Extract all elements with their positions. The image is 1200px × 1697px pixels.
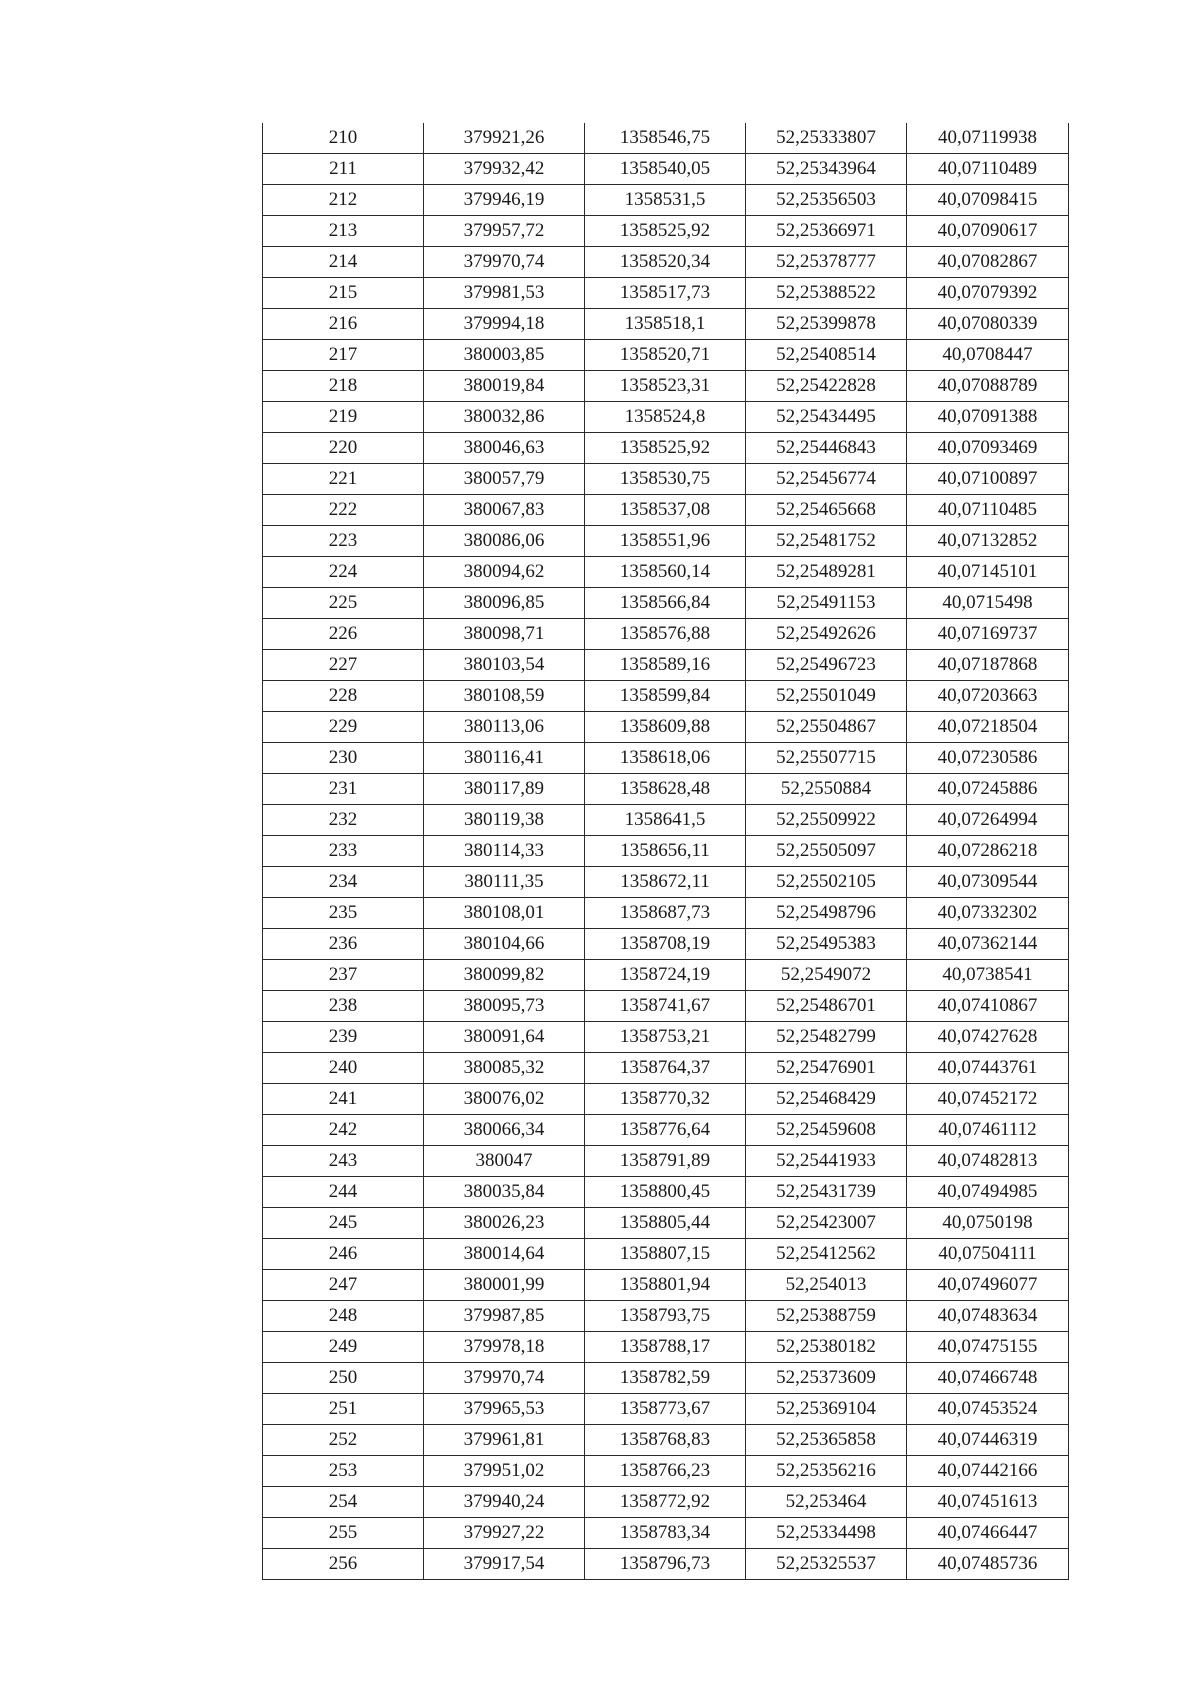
x-coordinate-cell: 380098,71 bbox=[424, 619, 585, 650]
table-row bbox=[263, 681, 1069, 712]
point-number-cell: 243 bbox=[263, 1146, 424, 1177]
table-row bbox=[263, 867, 1069, 898]
y-coordinate-cell: 1358807,15 bbox=[585, 1239, 746, 1270]
longitude-cell: 40,07362144 bbox=[907, 929, 1069, 960]
longitude-cell: 40,07466447 bbox=[907, 1518, 1069, 1549]
x-coordinate-cell: 379957,72 bbox=[424, 216, 585, 247]
point-number-cell: 252 bbox=[263, 1425, 424, 1456]
longitude-cell: 40,07080339 bbox=[907, 309, 1069, 340]
coordinates-table bbox=[262, 123, 1069, 1580]
longitude-cell: 40,07286218 bbox=[907, 836, 1069, 867]
longitude-cell: 40,07453524 bbox=[907, 1394, 1069, 1425]
table-row bbox=[263, 123, 1069, 154]
y-coordinate-cell: 1358525,92 bbox=[585, 216, 746, 247]
longitude-cell: 40,07218504 bbox=[907, 712, 1069, 743]
y-coordinate-cell: 1358783,34 bbox=[585, 1518, 746, 1549]
longitude-cell: 40,07090617 bbox=[907, 216, 1069, 247]
point-number-cell: 210 bbox=[263, 123, 424, 154]
point-number-cell: 223 bbox=[263, 526, 424, 557]
point-number-cell: 218 bbox=[263, 371, 424, 402]
point-number-cell: 240 bbox=[263, 1053, 424, 1084]
longitude-cell: 40,07088789 bbox=[907, 371, 1069, 402]
table-row bbox=[263, 278, 1069, 309]
latitude-cell: 52,25388759 bbox=[746, 1301, 907, 1332]
latitude-cell: 52,25365858 bbox=[746, 1425, 907, 1456]
point-number-cell: 220 bbox=[263, 433, 424, 464]
point-number-cell: 241 bbox=[263, 1084, 424, 1115]
y-coordinate-cell: 1358776,64 bbox=[585, 1115, 746, 1146]
y-coordinate-cell: 1358708,19 bbox=[585, 929, 746, 960]
longitude-cell: 40,07132852 bbox=[907, 526, 1069, 557]
table-row bbox=[263, 1456, 1069, 1487]
longitude-cell: 40,07442166 bbox=[907, 1456, 1069, 1487]
table-row bbox=[263, 991, 1069, 1022]
y-coordinate-cell: 1358523,31 bbox=[585, 371, 746, 402]
point-number-cell: 219 bbox=[263, 402, 424, 433]
longitude-cell: 40,07452172 bbox=[907, 1084, 1069, 1115]
longitude-cell: 40,0750198 bbox=[907, 1208, 1069, 1239]
latitude-cell: 52,25504867 bbox=[746, 712, 907, 743]
longitude-cell: 40,07119938 bbox=[907, 123, 1069, 154]
table-row bbox=[263, 1022, 1069, 1053]
latitude-cell: 52,25333807 bbox=[746, 123, 907, 154]
point-number-cell: 234 bbox=[263, 867, 424, 898]
y-coordinate-cell: 1358724,19 bbox=[585, 960, 746, 991]
x-coordinate-cell: 380066,34 bbox=[424, 1115, 585, 1146]
table-row bbox=[263, 1549, 1069, 1580]
table-row bbox=[263, 247, 1069, 278]
point-number-cell: 211 bbox=[263, 154, 424, 185]
y-coordinate-cell: 1358560,14 bbox=[585, 557, 746, 588]
longitude-cell: 40,07169737 bbox=[907, 619, 1069, 650]
y-coordinate-cell: 1358566,84 bbox=[585, 588, 746, 619]
table-row bbox=[263, 526, 1069, 557]
y-coordinate-cell: 1358768,83 bbox=[585, 1425, 746, 1456]
y-coordinate-cell: 1358546,75 bbox=[585, 123, 746, 154]
x-coordinate-cell: 379932,42 bbox=[424, 154, 585, 185]
point-number-cell: 255 bbox=[263, 1518, 424, 1549]
longitude-cell: 40,0715498 bbox=[907, 588, 1069, 619]
x-coordinate-cell: 380085,32 bbox=[424, 1053, 585, 1084]
y-coordinate-cell: 1358764,37 bbox=[585, 1053, 746, 1084]
x-coordinate-cell: 380001,99 bbox=[424, 1270, 585, 1301]
latitude-cell: 52,25325537 bbox=[746, 1549, 907, 1580]
y-coordinate-cell: 1358801,94 bbox=[585, 1270, 746, 1301]
x-coordinate-cell: 380096,85 bbox=[424, 588, 585, 619]
latitude-cell: 52,25380182 bbox=[746, 1332, 907, 1363]
latitude-cell: 52,25476901 bbox=[746, 1053, 907, 1084]
y-coordinate-cell: 1358772,92 bbox=[585, 1487, 746, 1518]
latitude-cell: 52,25366971 bbox=[746, 216, 907, 247]
longitude-cell: 40,07145101 bbox=[907, 557, 1069, 588]
coordinates-table-body bbox=[263, 123, 1069, 1580]
longitude-cell: 40,0708447 bbox=[907, 340, 1069, 371]
latitude-cell: 52,25399878 bbox=[746, 309, 907, 340]
point-number-cell: 242 bbox=[263, 1115, 424, 1146]
point-number-cell: 215 bbox=[263, 278, 424, 309]
table-row bbox=[263, 1208, 1069, 1239]
latitude-cell: 52,254013 bbox=[746, 1270, 907, 1301]
latitude-cell: 52,25369104 bbox=[746, 1394, 907, 1425]
table-row bbox=[263, 619, 1069, 650]
table-row bbox=[263, 1053, 1069, 1084]
latitude-cell: 52,25431739 bbox=[746, 1177, 907, 1208]
longitude-cell: 40,07410867 bbox=[907, 991, 1069, 1022]
table-row bbox=[263, 774, 1069, 805]
latitude-cell: 52,25434495 bbox=[746, 402, 907, 433]
x-coordinate-cell: 379927,22 bbox=[424, 1518, 585, 1549]
point-number-cell: 214 bbox=[263, 247, 424, 278]
longitude-cell: 40,07427628 bbox=[907, 1022, 1069, 1053]
longitude-cell: 40,07332302 bbox=[907, 898, 1069, 929]
y-coordinate-cell: 1358517,73 bbox=[585, 278, 746, 309]
x-coordinate-cell: 379978,18 bbox=[424, 1332, 585, 1363]
y-coordinate-cell: 1358524,8 bbox=[585, 402, 746, 433]
table-row bbox=[263, 588, 1069, 619]
latitude-cell: 52,25459608 bbox=[746, 1115, 907, 1146]
latitude-cell: 52,25465668 bbox=[746, 495, 907, 526]
longitude-cell: 40,07098415 bbox=[907, 185, 1069, 216]
y-coordinate-cell: 1358791,89 bbox=[585, 1146, 746, 1177]
point-number-cell: 229 bbox=[263, 712, 424, 743]
y-coordinate-cell: 1358796,73 bbox=[585, 1549, 746, 1580]
table-row bbox=[263, 340, 1069, 371]
x-coordinate-cell: 380003,85 bbox=[424, 340, 585, 371]
x-coordinate-cell: 380091,64 bbox=[424, 1022, 585, 1053]
latitude-cell: 52,25481752 bbox=[746, 526, 907, 557]
point-number-cell: 251 bbox=[263, 1394, 424, 1425]
point-number-cell: 254 bbox=[263, 1487, 424, 1518]
y-coordinate-cell: 1358782,59 bbox=[585, 1363, 746, 1394]
latitude-cell: 52,25495383 bbox=[746, 929, 907, 960]
table-row bbox=[263, 433, 1069, 464]
point-number-cell: 249 bbox=[263, 1332, 424, 1363]
point-number-cell: 231 bbox=[263, 774, 424, 805]
point-number-cell: 244 bbox=[263, 1177, 424, 1208]
latitude-cell: 52,25356503 bbox=[746, 185, 907, 216]
longitude-cell: 40,07504111 bbox=[907, 1239, 1069, 1270]
y-coordinate-cell: 1358599,84 bbox=[585, 681, 746, 712]
longitude-cell: 40,07203663 bbox=[907, 681, 1069, 712]
table-row bbox=[263, 1363, 1069, 1394]
table-row bbox=[263, 712, 1069, 743]
point-number-cell: 228 bbox=[263, 681, 424, 712]
x-coordinate-cell: 379946,19 bbox=[424, 185, 585, 216]
x-coordinate-cell: 380095,73 bbox=[424, 991, 585, 1022]
x-coordinate-cell: 380019,84 bbox=[424, 371, 585, 402]
point-number-cell: 216 bbox=[263, 309, 424, 340]
point-number-cell: 235 bbox=[263, 898, 424, 929]
table-row bbox=[263, 1177, 1069, 1208]
latitude-cell: 52,25509922 bbox=[746, 805, 907, 836]
point-number-cell: 250 bbox=[263, 1363, 424, 1394]
x-coordinate-cell: 380104,66 bbox=[424, 929, 585, 960]
latitude-cell: 52,25505097 bbox=[746, 836, 907, 867]
y-coordinate-cell: 1358531,5 bbox=[585, 185, 746, 216]
table-row bbox=[263, 650, 1069, 681]
y-coordinate-cell: 1358770,32 bbox=[585, 1084, 746, 1115]
x-coordinate-cell: 380032,86 bbox=[424, 402, 585, 433]
latitude-cell: 52,25456774 bbox=[746, 464, 907, 495]
y-coordinate-cell: 1358805,44 bbox=[585, 1208, 746, 1239]
x-coordinate-cell: 380046,63 bbox=[424, 433, 585, 464]
longitude-cell: 40,07187868 bbox=[907, 650, 1069, 681]
longitude-cell: 40,07475155 bbox=[907, 1332, 1069, 1363]
latitude-cell: 52,25334498 bbox=[746, 1518, 907, 1549]
x-coordinate-cell: 379965,53 bbox=[424, 1394, 585, 1425]
table-row bbox=[263, 960, 1069, 991]
x-coordinate-cell: 379917,54 bbox=[424, 1549, 585, 1580]
table-row bbox=[263, 309, 1069, 340]
point-number-cell: 230 bbox=[263, 743, 424, 774]
x-coordinate-cell: 380103,54 bbox=[424, 650, 585, 681]
table-row bbox=[263, 402, 1069, 433]
x-coordinate-cell: 380014,64 bbox=[424, 1239, 585, 1270]
latitude-cell: 52,25492626 bbox=[746, 619, 907, 650]
point-number-cell: 222 bbox=[263, 495, 424, 526]
longitude-cell: 40,07110489 bbox=[907, 154, 1069, 185]
point-number-cell: 232 bbox=[263, 805, 424, 836]
x-coordinate-cell: 380113,06 bbox=[424, 712, 585, 743]
latitude-cell: 52,25423007 bbox=[746, 1208, 907, 1239]
x-coordinate-cell: 380119,38 bbox=[424, 805, 585, 836]
point-number-cell: 212 bbox=[263, 185, 424, 216]
table-row bbox=[263, 154, 1069, 185]
y-coordinate-cell: 1358793,75 bbox=[585, 1301, 746, 1332]
y-coordinate-cell: 1358537,08 bbox=[585, 495, 746, 526]
longitude-cell: 40,07309544 bbox=[907, 867, 1069, 898]
longitude-cell: 40,07482813 bbox=[907, 1146, 1069, 1177]
point-number-cell: 239 bbox=[263, 1022, 424, 1053]
y-coordinate-cell: 1358656,11 bbox=[585, 836, 746, 867]
table-row bbox=[263, 216, 1069, 247]
latitude-cell: 52,25486701 bbox=[746, 991, 907, 1022]
latitude-cell: 52,25378777 bbox=[746, 247, 907, 278]
longitude-cell: 40,0738541 bbox=[907, 960, 1069, 991]
point-number-cell: 247 bbox=[263, 1270, 424, 1301]
latitude-cell: 52,25502105 bbox=[746, 867, 907, 898]
table-row bbox=[263, 371, 1069, 402]
point-number-cell: 245 bbox=[263, 1208, 424, 1239]
y-coordinate-cell: 1358520,34 bbox=[585, 247, 746, 278]
table-row bbox=[263, 1146, 1069, 1177]
table-row bbox=[263, 805, 1069, 836]
y-coordinate-cell: 1358551,96 bbox=[585, 526, 746, 557]
longitude-cell: 40,07494985 bbox=[907, 1177, 1069, 1208]
latitude-cell: 52,25412562 bbox=[746, 1239, 907, 1270]
y-coordinate-cell: 1358641,5 bbox=[585, 805, 746, 836]
latitude-cell: 52,25468429 bbox=[746, 1084, 907, 1115]
latitude-cell: 52,25422828 bbox=[746, 371, 907, 402]
y-coordinate-cell: 1358687,73 bbox=[585, 898, 746, 929]
x-coordinate-cell: 380035,84 bbox=[424, 1177, 585, 1208]
x-coordinate-cell: 379994,18 bbox=[424, 309, 585, 340]
table-row bbox=[263, 743, 1069, 774]
longitude-cell: 40,07461112 bbox=[907, 1115, 1069, 1146]
latitude-cell: 52,25446843 bbox=[746, 433, 907, 464]
y-coordinate-cell: 1358609,88 bbox=[585, 712, 746, 743]
x-coordinate-cell: 380099,82 bbox=[424, 960, 585, 991]
y-coordinate-cell: 1358800,45 bbox=[585, 1177, 746, 1208]
table-row bbox=[263, 1394, 1069, 1425]
point-number-cell: 227 bbox=[263, 650, 424, 681]
point-number-cell: 238 bbox=[263, 991, 424, 1022]
x-coordinate-cell: 379970,74 bbox=[424, 1363, 585, 1394]
point-number-cell: 225 bbox=[263, 588, 424, 619]
table-row bbox=[263, 1332, 1069, 1363]
latitude-cell: 52,253464 bbox=[746, 1487, 907, 1518]
longitude-cell: 40,07100897 bbox=[907, 464, 1069, 495]
point-number-cell: 213 bbox=[263, 216, 424, 247]
table-row bbox=[263, 1425, 1069, 1456]
point-number-cell: 236 bbox=[263, 929, 424, 960]
y-coordinate-cell: 1358525,92 bbox=[585, 433, 746, 464]
y-coordinate-cell: 1358518,1 bbox=[585, 309, 746, 340]
longitude-cell: 40,07079392 bbox=[907, 278, 1069, 309]
longitude-cell: 40,07245886 bbox=[907, 774, 1069, 805]
table-row bbox=[263, 1270, 1069, 1301]
longitude-cell: 40,07110485 bbox=[907, 495, 1069, 526]
x-coordinate-cell: 379940,24 bbox=[424, 1487, 585, 1518]
x-coordinate-cell: 380116,41 bbox=[424, 743, 585, 774]
latitude-cell: 52,25491153 bbox=[746, 588, 907, 619]
x-coordinate-cell: 380117,89 bbox=[424, 774, 585, 805]
point-number-cell: 224 bbox=[263, 557, 424, 588]
x-coordinate-cell: 380086,06 bbox=[424, 526, 585, 557]
latitude-cell: 52,25408514 bbox=[746, 340, 907, 371]
latitude-cell: 52,25356216 bbox=[746, 1456, 907, 1487]
longitude-cell: 40,07091388 bbox=[907, 402, 1069, 433]
table-row bbox=[263, 898, 1069, 929]
longitude-cell: 40,07496077 bbox=[907, 1270, 1069, 1301]
table-row bbox=[263, 836, 1069, 867]
point-number-cell: 217 bbox=[263, 340, 424, 371]
x-coordinate-cell: 379961,81 bbox=[424, 1425, 585, 1456]
x-coordinate-cell: 380108,59 bbox=[424, 681, 585, 712]
table-row bbox=[263, 1115, 1069, 1146]
y-coordinate-cell: 1358788,17 bbox=[585, 1332, 746, 1363]
point-number-cell: 237 bbox=[263, 960, 424, 991]
table-row bbox=[263, 185, 1069, 216]
x-coordinate-cell: 380094,62 bbox=[424, 557, 585, 588]
y-coordinate-cell: 1358530,75 bbox=[585, 464, 746, 495]
y-coordinate-cell: 1358672,11 bbox=[585, 867, 746, 898]
longitude-cell: 40,07466748 bbox=[907, 1363, 1069, 1394]
table-row bbox=[263, 1487, 1069, 1518]
latitude-cell: 52,25489281 bbox=[746, 557, 907, 588]
longitude-cell: 40,07446319 bbox=[907, 1425, 1069, 1456]
x-coordinate-cell: 380108,01 bbox=[424, 898, 585, 929]
y-coordinate-cell: 1358540,05 bbox=[585, 154, 746, 185]
point-number-cell: 253 bbox=[263, 1456, 424, 1487]
x-coordinate-cell: 380114,33 bbox=[424, 836, 585, 867]
latitude-cell: 52,2550884 bbox=[746, 774, 907, 805]
y-coordinate-cell: 1358753,21 bbox=[585, 1022, 746, 1053]
y-coordinate-cell: 1358576,88 bbox=[585, 619, 746, 650]
latitude-cell: 52,25482799 bbox=[746, 1022, 907, 1053]
y-coordinate-cell: 1358628,48 bbox=[585, 774, 746, 805]
table-row bbox=[263, 929, 1069, 960]
x-coordinate-cell: 380067,83 bbox=[424, 495, 585, 526]
table-row bbox=[263, 1084, 1069, 1115]
table-row bbox=[263, 1239, 1069, 1270]
longitude-cell: 40,07483634 bbox=[907, 1301, 1069, 1332]
point-number-cell: 256 bbox=[263, 1549, 424, 1580]
longitude-cell: 40,07082867 bbox=[907, 247, 1069, 278]
y-coordinate-cell: 1358766,23 bbox=[585, 1456, 746, 1487]
y-coordinate-cell: 1358589,16 bbox=[585, 650, 746, 681]
table-row bbox=[263, 464, 1069, 495]
longitude-cell: 40,07451613 bbox=[907, 1487, 1069, 1518]
longitude-cell: 40,07264994 bbox=[907, 805, 1069, 836]
latitude-cell: 52,25507715 bbox=[746, 743, 907, 774]
y-coordinate-cell: 1358741,67 bbox=[585, 991, 746, 1022]
latitude-cell: 52,25498796 bbox=[746, 898, 907, 929]
table-row bbox=[263, 495, 1069, 526]
x-coordinate-cell: 380047 bbox=[424, 1146, 585, 1177]
table-row bbox=[263, 1301, 1069, 1332]
longitude-cell: 40,07443761 bbox=[907, 1053, 1069, 1084]
longitude-cell: 40,07485736 bbox=[907, 1549, 1069, 1580]
y-coordinate-cell: 1358520,71 bbox=[585, 340, 746, 371]
y-coordinate-cell: 1358773,67 bbox=[585, 1394, 746, 1425]
x-coordinate-cell: 380111,35 bbox=[424, 867, 585, 898]
latitude-cell: 52,25373609 bbox=[746, 1363, 907, 1394]
latitude-cell: 52,25388522 bbox=[746, 278, 907, 309]
x-coordinate-cell: 379921,26 bbox=[424, 123, 585, 154]
point-number-cell: 248 bbox=[263, 1301, 424, 1332]
table-row bbox=[263, 557, 1069, 588]
point-number-cell: 226 bbox=[263, 619, 424, 650]
table-row bbox=[263, 1518, 1069, 1549]
latitude-cell: 52,2549072 bbox=[746, 960, 907, 991]
latitude-cell: 52,25496723 bbox=[746, 650, 907, 681]
latitude-cell: 52,25441933 bbox=[746, 1146, 907, 1177]
x-coordinate-cell: 380026,23 bbox=[424, 1208, 585, 1239]
x-coordinate-cell: 379951,02 bbox=[424, 1456, 585, 1487]
x-coordinate-cell: 380057,79 bbox=[424, 464, 585, 495]
longitude-cell: 40,07093469 bbox=[907, 433, 1069, 464]
longitude-cell: 40,07230586 bbox=[907, 743, 1069, 774]
point-number-cell: 221 bbox=[263, 464, 424, 495]
point-number-cell: 233 bbox=[263, 836, 424, 867]
x-coordinate-cell: 379987,85 bbox=[424, 1301, 585, 1332]
latitude-cell: 52,25343964 bbox=[746, 154, 907, 185]
latitude-cell: 52,25501049 bbox=[746, 681, 907, 712]
x-coordinate-cell: 380076,02 bbox=[424, 1084, 585, 1115]
x-coordinate-cell: 379970,74 bbox=[424, 247, 585, 278]
y-coordinate-cell: 1358618,06 bbox=[585, 743, 746, 774]
x-coordinate-cell: 379981,53 bbox=[424, 278, 585, 309]
point-number-cell: 246 bbox=[263, 1239, 424, 1270]
